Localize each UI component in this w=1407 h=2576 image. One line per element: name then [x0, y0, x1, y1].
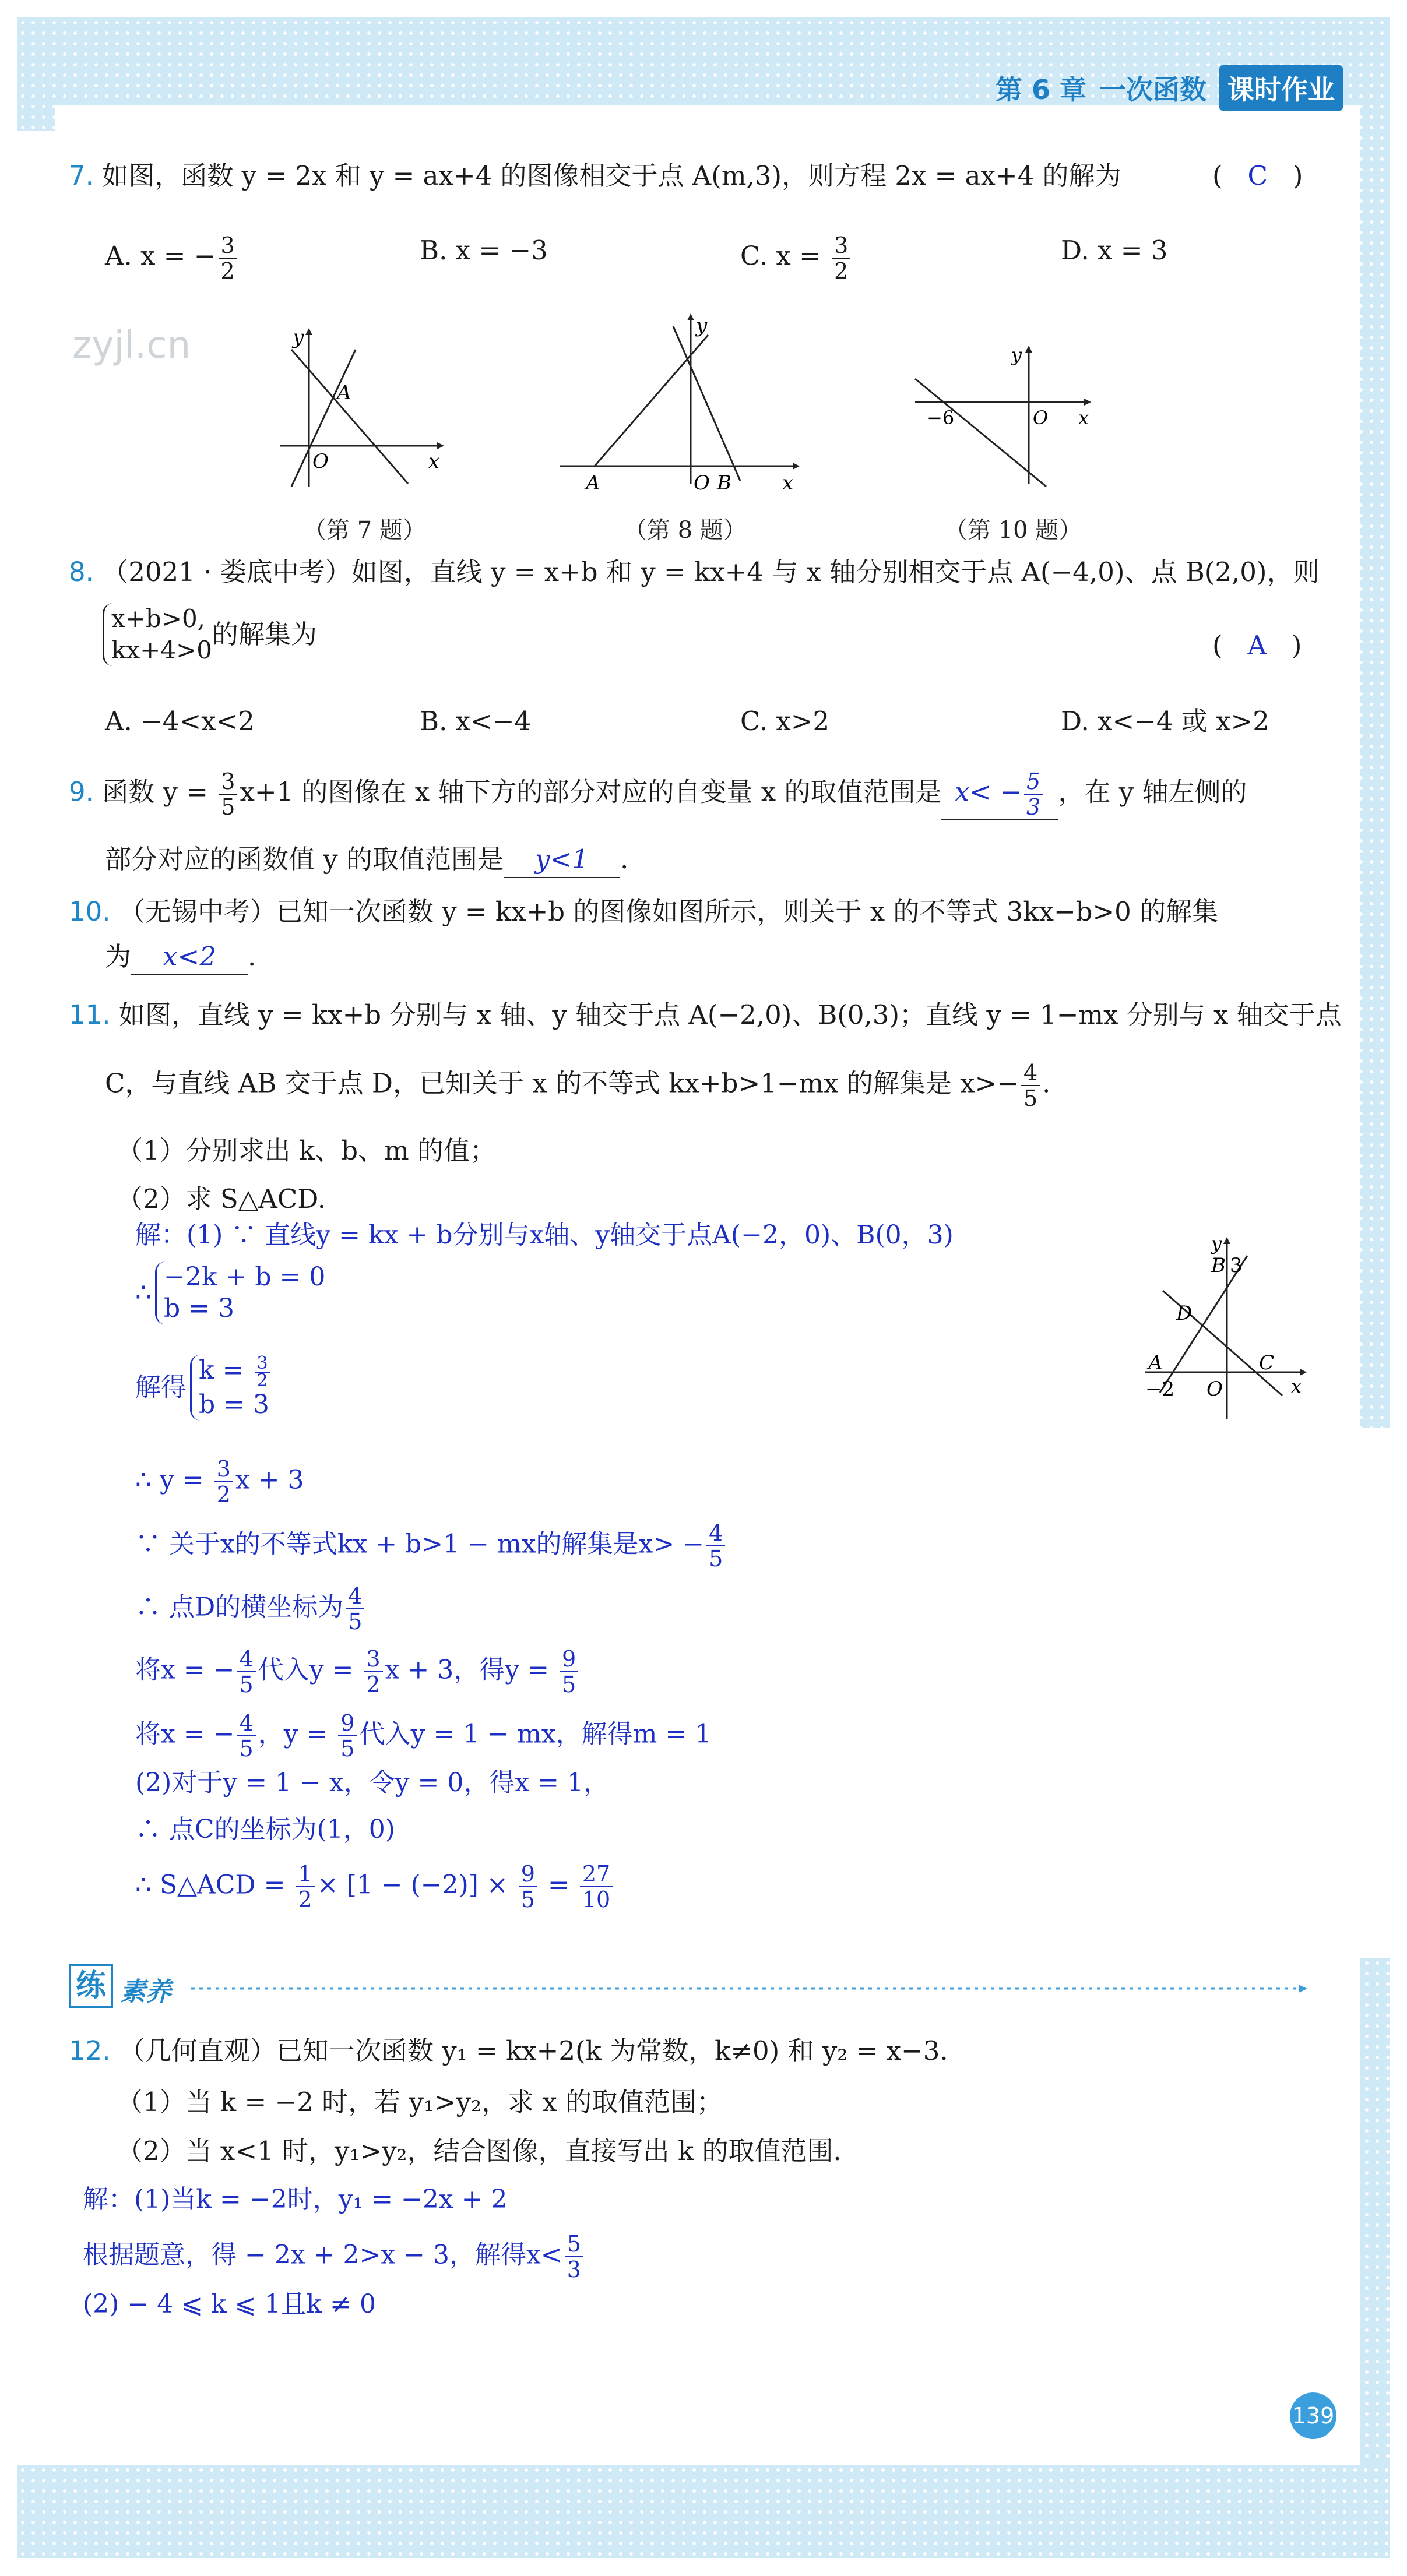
fraction	[255, 1352, 270, 1391]
answer-choice: C	[1247, 160, 1268, 191]
question-text: .	[248, 941, 256, 972]
question-text: x+1 的图像在 x 轴下方的部分对应的自变量 x 的取值范围是	[240, 776, 942, 808]
solution-line-4	[135, 1457, 304, 1507]
numerator: 3	[832, 233, 850, 259]
numerator: 4	[237, 1647, 256, 1672]
question-text: 部分对应的函数值 y 的取值范围是	[105, 844, 504, 875]
question-number: 7.	[69, 160, 94, 191]
denominator: 3	[567, 2257, 581, 2282]
fraction	[364, 1647, 382, 1697]
label-y: y	[1011, 344, 1022, 366]
topic-label: 一次函数	[1099, 74, 1206, 105]
fraction	[1021, 1060, 1040, 1111]
question-8	[69, 555, 1319, 590]
label-y: y	[1211, 1232, 1222, 1254]
label-x: x	[782, 471, 794, 495]
question-number: 11.	[69, 999, 111, 1030]
denominator: 5	[340, 1736, 355, 1761]
denominator: 5	[239, 1672, 254, 1697]
label-x: x	[428, 450, 440, 473]
denominator: 2	[220, 258, 235, 284]
solution-text: ∴ 点D的横坐标为	[135, 1592, 344, 1622]
denominator: 2	[216, 1482, 231, 1507]
question-7	[69, 158, 1121, 193]
solution-text: 根据题意，得 − 2x + 2>x − 3，解得x<	[83, 2240, 562, 2270]
solution-text: k =	[199, 1355, 252, 1385]
question-text: 如图，函数 y = 2x 和 y = ax+4 的图像相交于点 A(m,3)，则方程 2x = ax+4 的解为	[102, 160, 1121, 191]
section-icon: 练	[69, 1964, 113, 2008]
equation-system	[155, 1261, 325, 1324]
question-12-part1: （1）当 k = −2 时，若 y₁>y₂，求 x 的取值范围；	[117, 2087, 723, 2117]
denominator: 2	[298, 1887, 312, 1912]
solution-line-9: (2)对于y = 1 − x，令y = 0，得x = 1，	[135, 1768, 610, 1798]
answer-choice: A	[1247, 630, 1267, 661]
section-title: 素养	[120, 1977, 171, 2007]
option-d: D. x = 3	[1061, 235, 1168, 266]
solution-text: =	[539, 1870, 578, 1900]
fraction	[338, 1711, 357, 1761]
label-d: D	[1176, 1302, 1193, 1325]
solution-line-3	[135, 1352, 273, 1421]
figure-10	[909, 338, 1107, 495]
answer-bracket-8: ( A )	[1212, 630, 1302, 661]
caption-7: （第 7 题）	[303, 517, 426, 544]
fraction	[565, 2232, 583, 2282]
fraction	[214, 1457, 233, 1507]
q12-solution-3: (2) − 4 ⩽ k ⩽ 1且k ≠ 0	[83, 2289, 376, 2319]
denominator: 2	[256, 1370, 268, 1391]
option-text: C. x =	[740, 240, 830, 272]
x-arrow	[793, 463, 800, 470]
solution-line-5	[135, 1521, 727, 1571]
option-text: A. x = −	[105, 240, 216, 272]
equation-2: b = 3	[164, 1294, 234, 1323]
equation-2: b = 3	[199, 1389, 269, 1419]
fraction	[1024, 769, 1043, 819]
chapter-label: 第 6 章	[995, 74, 1086, 105]
label-neg6: −6	[927, 407, 955, 429]
answer-text: x< −	[954, 776, 1022, 808]
numerator: 5	[565, 2232, 583, 2257]
option-a: A. −4<x<2	[105, 706, 255, 736]
solution-text: 解得	[135, 1372, 187, 1402]
graph-line	[915, 379, 1049, 487]
label-o: O	[694, 471, 710, 495]
label-o: O	[1206, 1377, 1223, 1401]
solution-text: 将x = −	[135, 1719, 235, 1749]
equation-1	[199, 1352, 273, 1391]
answer-blank	[941, 769, 1058, 820]
question-text: .	[1042, 1067, 1051, 1099]
label-c: C	[1259, 1351, 1275, 1375]
y-arrow	[1025, 346, 1032, 353]
solution-text: ∴ S△ACD =	[135, 1870, 294, 1900]
numerator: 9	[519, 1862, 537, 1887]
watermark: zyjl.cn	[72, 324, 191, 367]
question-12-part2: （2）当 x<1 时，y₁>y₂，结合图像，直接写出 k 的取值范围.	[117, 2135, 842, 2166]
denominator: 3	[1026, 794, 1041, 820]
fraction	[237, 1711, 256, 1761]
solution-line-7	[135, 1647, 581, 1697]
question-11-line2	[105, 1060, 1050, 1111]
inequality-2: kx+4>0	[111, 636, 212, 664]
answer-bracket-7: ( C )	[1212, 160, 1303, 191]
y-arrow	[1223, 1237, 1230, 1244]
denominator: 5	[520, 1887, 535, 1912]
numerator: 5	[1024, 769, 1043, 795]
numerator: 4	[346, 1584, 364, 1609]
solution-text: 代入y = 1 − mx，解得m = 1	[359, 1719, 712, 1749]
solution-system	[190, 1352, 273, 1421]
question-text: 的解集为	[212, 619, 317, 650]
fraction	[706, 1521, 725, 1571]
solution-text: 将x = −	[135, 1655, 235, 1685]
numerator: 27	[580, 1862, 613, 1887]
question-9	[69, 769, 1247, 820]
solution-line-2	[135, 1261, 325, 1324]
question-number: 9.	[69, 776, 94, 808]
solution-line-11	[135, 1862, 615, 1912]
fraction	[296, 1862, 315, 1912]
denominator: 10	[582, 1887, 611, 1912]
option-d: D. x<−4 或 x>2	[1061, 706, 1269, 736]
question-text: 为	[105, 941, 132, 972]
question-11-part1: （1）分别求出 k、b、m 的值；	[117, 1135, 496, 1166]
denominator: 5	[221, 794, 235, 820]
inequality-1: x+b>0,	[111, 604, 206, 633]
label-y: y	[293, 326, 304, 349]
question-number: 10.	[69, 896, 111, 927]
denominator: 5	[709, 1546, 723, 1571]
caption-10: （第 10 题）	[944, 517, 1082, 544]
section-header	[69, 1964, 1316, 2007]
numerator: 3	[255, 1355, 270, 1373]
line-b	[673, 326, 740, 481]
question-10	[69, 894, 1218, 929]
denominator: 2	[366, 1672, 381, 1697]
solution-text: x + 3，得y =	[385, 1655, 557, 1685]
figure-11	[1142, 1227, 1317, 1425]
fraction	[219, 233, 237, 283]
answer-blank: x<2	[131, 939, 248, 975]
label-x: x	[1291, 1375, 1302, 1397]
page-number: 139	[1290, 2392, 1336, 2439]
dotted-arrow	[191, 1980, 1310, 1997]
y-arrow	[305, 328, 312, 335]
question-text: 函数 y =	[102, 776, 217, 808]
denominator: 2	[834, 258, 849, 284]
solution-text: ∵ 关于x的不等式kx + b>1 − mx的解集是x> −	[135, 1529, 705, 1559]
solution-line-1: 解：(1) ∵ 直线y = kx + b分别与x轴、y轴交于点A(−2，0)、B(0，3)	[135, 1220, 954, 1250]
label-b: B	[717, 471, 731, 495]
solution-text: ∴ y =	[135, 1465, 212, 1495]
x-arrow	[1084, 399, 1091, 406]
label-a: A	[1148, 1351, 1163, 1375]
numerator: 4	[706, 1521, 725, 1546]
numerator: 4	[237, 1711, 256, 1736]
fraction	[219, 769, 237, 819]
solution-text: x + 3	[235, 1465, 304, 1495]
question-number: 12.	[69, 2035, 111, 2066]
option-c: C. x>2	[740, 706, 830, 736]
numerator: 9	[560, 1647, 578, 1672]
label-o: O	[312, 450, 329, 473]
numerator: 3	[364, 1647, 382, 1672]
question-8-system	[99, 603, 317, 666]
answer-blank: y<1	[504, 842, 620, 878]
y-arrow	[687, 313, 694, 320]
question-10-line2	[105, 939, 256, 975]
label-o: O	[1033, 407, 1049, 429]
numerator: 4	[1021, 1060, 1040, 1086]
label-3: 3	[1230, 1254, 1243, 1277]
solution-text: ∴	[135, 1278, 152, 1308]
label-a: A	[586, 471, 600, 495]
x-arrow	[437, 442, 444, 449]
figure-7	[274, 318, 449, 498]
solution-text: ，y =	[258, 1719, 336, 1749]
denominator: 5	[239, 1736, 254, 1761]
question-text: 如图，直线 y = kx+b 分别与 x 轴、y 轴交于点 A(−2,0)、B(0,3)；直线 y = 1−mx 分别与 x 轴交于点	[118, 999, 1342, 1030]
solution-text: × [1 − (−2)] ×	[316, 1870, 516, 1900]
numerator: 1	[296, 1862, 315, 1887]
option-a	[105, 233, 240, 283]
fraction	[346, 1584, 364, 1634]
question-text: C，与直线 AB 交于点 D，已知关于 x 的不等式 kx+b>1−mx 的解集是 x>−	[105, 1067, 1019, 1099]
figure-8	[554, 309, 810, 495]
denominator: 5	[1023, 1086, 1038, 1111]
q12-solution-1: 解：(1)当k = −2时，y₁ = −2x + 2	[83, 2184, 508, 2214]
option-c	[740, 233, 853, 283]
question-number: 8.	[69, 556, 94, 587]
label-x: x	[1078, 407, 1089, 429]
solution-line-10: ∴ 点C的坐标为(1，0)	[135, 1814, 395, 1844]
brand-logo: 课时作业	[1219, 65, 1343, 111]
solution-text: 代入y =	[258, 1655, 362, 1685]
denominator: 5	[561, 1672, 576, 1697]
question-12	[69, 2034, 948, 2068]
header	[996, 65, 1343, 111]
caption-8: （第 8 题）	[624, 517, 747, 544]
denominator: 5	[348, 1609, 363, 1634]
question-11	[69, 998, 1342, 1032]
solution-line-8	[135, 1711, 711, 1761]
question-11-part2: （2）求 S△ACD.	[117, 1183, 326, 1214]
q12-solution-2	[83, 2232, 586, 2282]
fraction	[832, 233, 850, 283]
numerator: 3	[219, 769, 237, 795]
label-y: y	[696, 314, 708, 337]
numerator: 3	[214, 1457, 233, 1482]
fraction	[519, 1862, 537, 1912]
inequality-system	[103, 603, 212, 666]
label-neg2: −2	[1145, 1377, 1175, 1401]
fraction	[560, 1647, 578, 1697]
question-text: ，在 y 轴左侧的	[1058, 776, 1247, 808]
label-a: A	[337, 381, 351, 404]
numerator: 9	[338, 1711, 357, 1736]
equation-1: −2k + b = 0	[164, 1262, 326, 1292]
question-text: （2021 · 娄底中考）如图，直线 y = x+b 和 y = kx+4 与 x 轴分别相交于点 A(−4,0)、点 B(2,0)，则	[102, 556, 1320, 587]
question-9-line2	[105, 842, 628, 878]
label-b: B	[1211, 1254, 1226, 1277]
question-text: （几何直观）已知一次函数 y₁ = kx+2(k 为常数，k≠0) 和 y₂ = x−3.	[118, 2035, 948, 2066]
question-text: （无锡中考）已知一次函数 y = kx+b 的图像如图所示，则关于 x 的不等式 3kx−b>0 的解集	[118, 896, 1219, 927]
option-b: B. x = −3	[420, 235, 548, 266]
numerator: 3	[219, 233, 237, 259]
question-text: .	[620, 844, 629, 875]
fraction	[580, 1862, 613, 1912]
bottom-border-pattern	[17, 2465, 1390, 2558]
fraction	[237, 1647, 256, 1697]
option-b: B. x<−4	[420, 706, 532, 736]
solution-line-6	[135, 1584, 367, 1634]
